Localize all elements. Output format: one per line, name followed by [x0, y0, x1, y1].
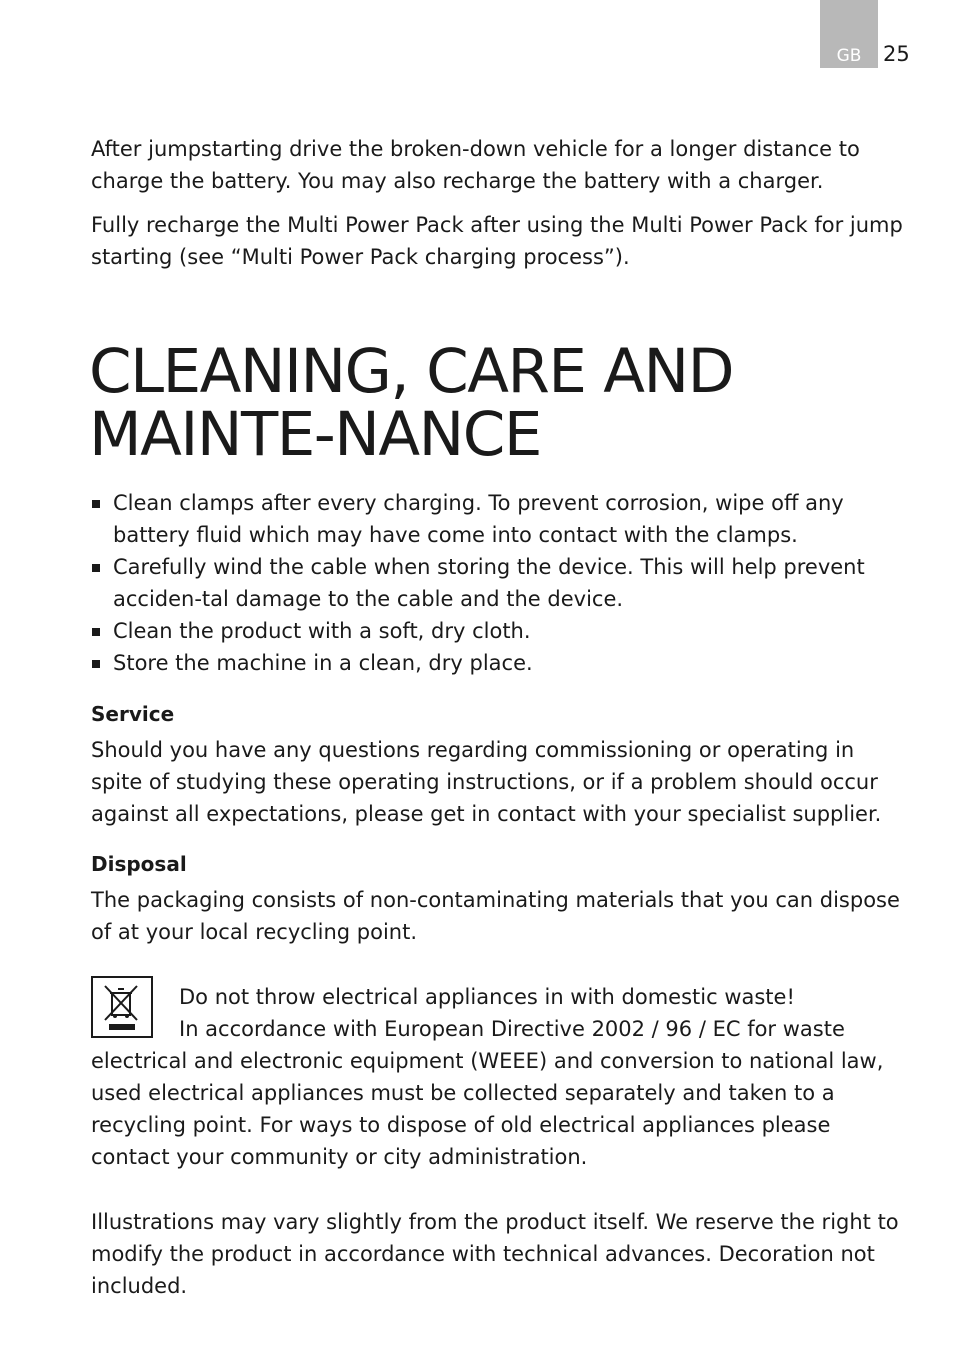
list-item: Clean clamps after every charging. To prevent corrosion, wipe off any battery fluid which may have come into contact with the clamps. — [91, 487, 911, 551]
weee-warning: Do not throw electrical appliances in with domestic waste! — [179, 985, 795, 1009]
bullet-square-icon — [92, 628, 100, 636]
crossed-out-wheelie-bin-icon — [91, 976, 153, 1038]
list-item: Carefully wind the cable when storing the device. This will help prevent acciden-tal damage to the cable and the device. — [91, 551, 911, 615]
footer-text: Illustrations may vary slightly from the product itself. We reserve the right to modify the product in accordance with technical advances. Decoration not included. — [91, 1210, 899, 1298]
intro-paragraph-2: Fully recharge the Multi Power Pack after using the Multi Power Pack for jump starting (see “Multi Power Pack charging process”). — [91, 213, 903, 269]
bullet-square-icon — [92, 660, 100, 668]
language-code: GB — [836, 46, 862, 66]
care-list-section — [91, 487, 911, 679]
weee-text: In accordance with European Directive 2002 / 96 / EC for waste electrical and electronic equipment (WEEE) and conversion to national law, used electrical appliances must be collected separately and taken to a recycling point. For ways to dispose of old electrical appliances please contact your community or city administration. — [91, 1017, 884, 1169]
footer-note — [91, 1206, 911, 1302]
bullet-square-icon — [92, 500, 100, 508]
service-text: Should you have any questions regarding commissioning or operating in spite of studying these operating instructions, or if a problem should occur against all expectations, please get in contact with your specialist supplier. — [91, 738, 882, 826]
disposal-heading: Disposal — [91, 852, 187, 876]
service-heading: Service — [91, 702, 175, 726]
bullet-square-icon — [92, 564, 100, 572]
disposal-text: The packaging consists of non-contaminating materials that you can dispose of at your local recycling point. — [91, 888, 900, 944]
service-section — [91, 700, 911, 830]
intro-paragraph-1: After jumpstarting drive the broken-down vehicle for a longer distance to charge the battery. You may also recharge the battery with a charger. — [91, 137, 860, 193]
language-tab — [820, 0, 878, 68]
care-list — [91, 487, 911, 679]
list-item: Store the machine in a clean, dry place. — [91, 647, 911, 679]
intro-section — [91, 133, 911, 273]
weee-notice — [91, 981, 911, 1173]
section-heading: CLEANING, CARE AND MAINTE-NANCE — [89, 336, 734, 470]
page-number: 25 — [883, 42, 910, 66]
disposal-section — [91, 850, 911, 948]
list-item: Clean the product with a soft, dry cloth. — [91, 615, 911, 647]
